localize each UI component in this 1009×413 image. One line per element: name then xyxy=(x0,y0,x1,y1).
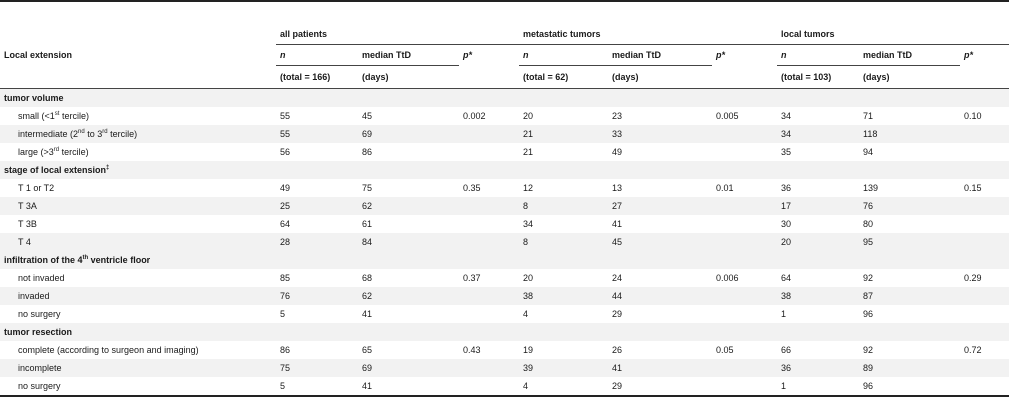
table-cell: 49 xyxy=(612,147,623,157)
table-cell: 66 xyxy=(781,345,792,355)
table-cell: 0.002 xyxy=(463,111,486,121)
table-cell: 0.29 xyxy=(964,273,982,283)
table-cell: 21 xyxy=(523,147,534,157)
table-cell: 56 xyxy=(280,147,291,157)
table-cell: 23 xyxy=(612,111,623,121)
row-label: T 1 or T2 xyxy=(18,183,55,193)
table-row xyxy=(0,179,1009,197)
table-cell: 64 xyxy=(280,219,291,229)
row-label: no surgery xyxy=(18,309,61,319)
table-cell: 139 xyxy=(863,183,879,193)
table-cell: 61 xyxy=(362,219,373,229)
table-cell: 24 xyxy=(612,273,623,283)
table-cell: 19 xyxy=(523,345,534,355)
table-cell: 41 xyxy=(362,309,373,319)
n-header: n xyxy=(523,50,529,60)
table-cell: 69 xyxy=(358,359,459,377)
table-row xyxy=(0,377,1009,396)
group-header-metastatic: metastatic tumors xyxy=(519,23,777,45)
table-cell xyxy=(712,197,777,215)
table-row xyxy=(0,233,1009,251)
section-title: tumor resection xyxy=(0,323,1009,341)
section-header-row xyxy=(0,161,1009,179)
table-cell: 0.43 xyxy=(463,345,481,355)
median-header: median TtD xyxy=(608,45,712,66)
table-cell xyxy=(459,215,519,233)
median-header: median TtD xyxy=(358,45,459,66)
table-cell xyxy=(459,305,519,323)
n-header: n xyxy=(781,50,787,60)
table-cell xyxy=(960,233,1009,251)
table-cell: 41 xyxy=(358,377,459,396)
table-cell: 36 xyxy=(777,359,859,377)
table-cell xyxy=(960,125,1009,143)
table-cell xyxy=(459,143,519,161)
table-cell: 80 xyxy=(863,219,874,229)
table-cell: 13 xyxy=(612,183,623,193)
table-cell: 0.15 xyxy=(964,183,982,193)
table-cell: 86 xyxy=(362,147,373,157)
table-cell: 41 xyxy=(612,219,623,229)
table-cell: 76 xyxy=(859,197,960,215)
header-row-groups xyxy=(0,23,1009,45)
table-cell: 45 xyxy=(608,233,712,251)
row-label: intermediate (2nd to 3rd tercile) xyxy=(0,125,276,143)
table-cell: 39 xyxy=(519,359,608,377)
table-cell: 45 xyxy=(362,111,373,121)
table-cell: 30 xyxy=(781,219,792,229)
section-title: infiltration of the 4th ventricle floor xyxy=(0,251,1009,269)
table-cell: 49 xyxy=(280,183,291,193)
header-row-columns xyxy=(0,45,1009,66)
row-label: T 3A xyxy=(0,197,276,215)
table-cell: 96 xyxy=(863,309,874,319)
table-cell: 0.35 xyxy=(463,183,481,193)
row-label: T 4 xyxy=(0,233,276,251)
table-cell xyxy=(712,125,777,143)
table-cell: 38 xyxy=(777,287,859,305)
days-unit: (days) xyxy=(362,72,389,82)
table-cell: 5 xyxy=(280,309,286,319)
table-cell: 0.10 xyxy=(964,111,982,121)
table-cell xyxy=(712,305,777,323)
table-row xyxy=(0,197,1009,215)
table-cell: 5 xyxy=(276,377,358,396)
table-cell xyxy=(712,233,777,251)
table-cell: 20 xyxy=(523,273,534,283)
table-cell xyxy=(712,377,777,396)
row-label: invaded xyxy=(0,287,276,305)
table-cell: 87 xyxy=(859,287,960,305)
group-header-all: all patients xyxy=(276,23,519,45)
table-cell: 65 xyxy=(362,345,373,355)
table-cell: 0.05 xyxy=(716,345,734,355)
table-cell: 89 xyxy=(859,359,960,377)
table-cell: 96 xyxy=(859,377,960,396)
table-cell: 55 xyxy=(280,111,291,121)
section-header-row xyxy=(0,89,1009,108)
table-cell: 44 xyxy=(608,287,712,305)
table-cell: 41 xyxy=(608,359,712,377)
days-unit: (days) xyxy=(863,72,890,82)
table-cell: 26 xyxy=(612,345,623,355)
table-row xyxy=(0,341,1009,359)
table-cell: 95 xyxy=(859,233,960,251)
section-header-row xyxy=(0,251,1009,269)
table-row xyxy=(0,125,1009,143)
table-cell xyxy=(960,197,1009,215)
table-cell: 0.72 xyxy=(964,345,982,355)
table-cell: 20 xyxy=(523,111,534,121)
median-header: median TtD xyxy=(859,45,960,66)
table-cell: 8 xyxy=(519,197,608,215)
table-cell: 8 xyxy=(519,233,608,251)
table-cell: 38 xyxy=(519,287,608,305)
table-cell: 92 xyxy=(863,273,874,283)
table-cell xyxy=(960,215,1009,233)
table-cell xyxy=(459,233,519,251)
row-label: complete (according to surgeon and imaging) xyxy=(18,345,199,355)
table-row xyxy=(0,215,1009,233)
total-all: (total = 166) xyxy=(280,72,331,82)
table-cell xyxy=(459,197,519,215)
table-cell xyxy=(459,125,519,143)
table-cell: 34 xyxy=(781,111,792,121)
row-label: incomplete xyxy=(0,359,276,377)
table-cell xyxy=(712,215,777,233)
table-cell: 20 xyxy=(777,233,859,251)
table-cell: 1 xyxy=(777,377,859,396)
table-cell: 25 xyxy=(276,197,358,215)
table-cell: 86 xyxy=(280,345,291,355)
table-cell xyxy=(459,359,519,377)
first-column-header: Local extension xyxy=(4,50,73,60)
table-cell: 33 xyxy=(608,125,712,143)
table-cell: 4 xyxy=(519,377,608,396)
table-cell: 85 xyxy=(280,273,291,283)
table-cell xyxy=(712,143,777,161)
section-header-row xyxy=(0,323,1009,341)
table-cell xyxy=(960,359,1009,377)
table-cell xyxy=(960,305,1009,323)
table-cell: 69 xyxy=(358,125,459,143)
table-cell: 4 xyxy=(523,309,529,319)
p-header: p* xyxy=(964,50,973,61)
table-cell xyxy=(960,377,1009,396)
table-cell: 29 xyxy=(608,377,712,396)
table-row xyxy=(0,359,1009,377)
table-cell: 0.006 xyxy=(716,273,739,283)
table-cell: 71 xyxy=(863,111,874,121)
table-cell: 17 xyxy=(777,197,859,215)
table-cell: 27 xyxy=(608,197,712,215)
table-cell xyxy=(459,377,519,396)
table-row xyxy=(0,287,1009,305)
table-cell xyxy=(960,143,1009,161)
header-row-units xyxy=(0,66,1009,89)
table-cell: 21 xyxy=(519,125,608,143)
table-cell: 0.005 xyxy=(716,111,739,121)
days-unit: (days) xyxy=(612,72,639,82)
table-cell: 94 xyxy=(863,147,874,157)
table-cell xyxy=(459,287,519,305)
table-cell: 0.01 xyxy=(716,183,734,193)
section-title: stage of local extension‡ xyxy=(0,161,1009,179)
table-cell: 36 xyxy=(781,183,792,193)
table-row xyxy=(0,107,1009,125)
group-header-local: local tumors xyxy=(777,23,1009,45)
table-cell: 62 xyxy=(358,197,459,215)
table-cell: 75 xyxy=(362,183,373,193)
table-cell xyxy=(712,359,777,377)
table-cell: 62 xyxy=(358,287,459,305)
table-cell: 55 xyxy=(276,125,358,143)
table-cell: 92 xyxy=(863,345,874,355)
table-cell xyxy=(712,287,777,305)
total-local: (total = 103) xyxy=(781,72,832,82)
p-header: p* xyxy=(463,50,472,61)
table-cell: 1 xyxy=(781,309,787,319)
table-cell xyxy=(960,287,1009,305)
section-title: tumor volume xyxy=(0,89,1009,108)
table-cell: 64 xyxy=(781,273,792,283)
table-cell: 28 xyxy=(276,233,358,251)
table-row xyxy=(0,305,1009,323)
table-cell: 68 xyxy=(362,273,373,283)
table-cell: 34 xyxy=(777,125,859,143)
table-cell: 29 xyxy=(612,309,623,319)
row-label: large (>3rd tercile) xyxy=(18,147,89,157)
n-header: n xyxy=(280,50,286,60)
row-label: T 3B xyxy=(18,219,37,229)
table-cell: 12 xyxy=(523,183,534,193)
table-cell: 84 xyxy=(358,233,459,251)
total-metastatic: (total = 62) xyxy=(523,72,569,82)
row-label: no surgery xyxy=(0,377,276,396)
p-header: p* xyxy=(716,50,725,61)
table-row xyxy=(0,143,1009,161)
row-label: not invaded xyxy=(18,273,65,283)
table-cell: 75 xyxy=(276,359,358,377)
table-cell: 0.37 xyxy=(463,273,481,283)
row-label: small (<1st tercile) xyxy=(18,111,89,121)
table-cell: 76 xyxy=(276,287,358,305)
table-cell: 34 xyxy=(523,219,534,229)
table-cell: 35 xyxy=(781,147,792,157)
table-cell: 118 xyxy=(859,125,960,143)
table-row xyxy=(0,269,1009,287)
